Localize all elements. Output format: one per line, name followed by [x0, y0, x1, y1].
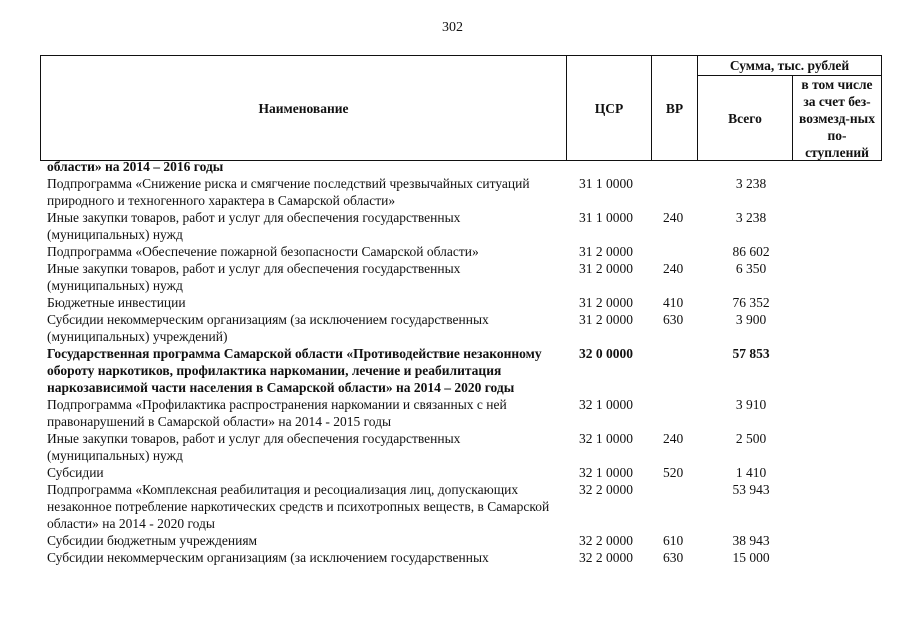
- row-csr: 32 1 0000: [579, 397, 633, 412]
- row-csr: 32 2 0000: [579, 482, 633, 497]
- table-row: [47, 209, 887, 243]
- row-csr: 31 2 0000: [579, 261, 633, 276]
- row-csr: 32 2 0000: [579, 533, 633, 548]
- row-csr: 31 1 0000: [579, 210, 633, 225]
- row-vr: 240: [663, 431, 684, 446]
- row-name: Государственная программа Самарской области «Противодействие незаконному обороту наркотиков, профилактика наркомании, лечение и реабилитация наркозависимой части населения в Самарской области» на 2014 – 2020 годы: [47, 346, 542, 395]
- row-vr: 240: [663, 261, 684, 276]
- table-body: [47, 158, 887, 566]
- row-vr: 520: [663, 465, 684, 480]
- table-row: [47, 158, 887, 175]
- row-sum: 76 352: [732, 295, 770, 310]
- row-name: Субсидии бюджетным учреждениям: [47, 533, 258, 548]
- row-name: Субсидии некоммерческим организациям (за исключением государственных: [47, 550, 489, 565]
- row-vr: 610: [663, 533, 684, 548]
- row-sum: 38 943: [732, 533, 770, 548]
- row-sum: 6 350: [735, 261, 767, 276]
- row-csr: 31 2 0000: [579, 295, 633, 310]
- table-row: [47, 311, 887, 345]
- header-total: Всего: [697, 75, 792, 161]
- row-name: Подпрограмма «Обеспечение пожарной безопасности Самарской области»: [47, 244, 479, 259]
- row-name: Иные закупки товаров, работ и услуг для обеспечения государственных (муниципальных) нужд: [47, 210, 461, 242]
- row-sum: 1 410: [735, 465, 767, 480]
- row-sum: 86 602: [732, 244, 770, 259]
- table-row: [47, 532, 887, 549]
- row-name: Бюджетные инвестиции: [47, 295, 186, 310]
- row-name: области» на 2014 – 2016 годы: [47, 159, 224, 174]
- row-name: Иные закупки товаров, работ и услуг для обеспечения государственных (муниципальных) нужд: [47, 261, 461, 293]
- row-csr: 31 2 0000: [579, 312, 633, 327]
- header-csr: ЦСР: [566, 55, 651, 161]
- table-row: [47, 243, 887, 260]
- row-csr: 32 1 0000: [579, 431, 633, 446]
- row-sum: 3 910: [735, 397, 767, 412]
- row-name: Подпрограмма «Комплексная реабилитация и ресоциализация лиц, допускающих незаконное потребление наркотических средств и психотропных веществ, в Самарской области» на 2014 - 2020 годы: [47, 482, 550, 531]
- row-sum: 2 500: [735, 431, 767, 446]
- row-vr: 410: [663, 295, 684, 310]
- row-vr: 630: [663, 312, 684, 327]
- table-row: [47, 294, 887, 311]
- table-row: [47, 345, 887, 396]
- row-csr: 31 2 0000: [579, 244, 633, 259]
- page-number: 302: [442, 20, 463, 35]
- row-name: Субсидии: [47, 465, 104, 480]
- row-csr: 31 1 0000: [579, 176, 633, 191]
- row-vr: 240: [663, 210, 684, 225]
- row-sum: 3 900: [735, 312, 767, 327]
- table-header: [40, 55, 882, 161]
- row-sum: 3 238: [735, 176, 767, 191]
- row-name: Подпрограмма «Профилактика распространения наркомании и связанных с ней правонарушений в Самарской области» на 2014 - 2015 годы: [47, 397, 507, 429]
- table-row: [47, 549, 887, 566]
- header-incl: в том числе за счет без-возмезд-ных по-ступлений: [792, 75, 882, 161]
- row-vr: 630: [663, 550, 684, 565]
- row-name: Субсидии некоммерческим организациям (за исключением государственных (муниципальных) учреждений): [47, 312, 489, 344]
- header-vr: ВР: [651, 55, 697, 161]
- row-sum: 53 943: [732, 482, 770, 497]
- row-sum: 15 000: [732, 550, 770, 565]
- table-row: [47, 175, 887, 209]
- table-row: [47, 464, 887, 481]
- row-sum: 57 853: [732, 346, 770, 361]
- table-row: [47, 396, 887, 430]
- header-sum-group: Сумма, тыс. рублей: [697, 55, 882, 75]
- row-csr: 32 0 0000: [579, 346, 633, 361]
- table-row: [47, 430, 887, 464]
- row-csr: 32 2 0000: [579, 550, 633, 565]
- header-name: Наименование: [40, 55, 566, 161]
- table-row: [47, 260, 887, 294]
- row-csr: 32 1 0000: [579, 465, 633, 480]
- row-name: Иные закупки товаров, работ и услуг для обеспечения государственных (муниципальных) нужд: [47, 431, 461, 463]
- table-row: [47, 481, 887, 532]
- row-sum: 3 238: [735, 210, 767, 225]
- row-name: Подпрограмма «Снижение риска и смягчение последствий чрезвычайных ситуаций природного и техногенного характера в Самарской области»: [47, 176, 530, 208]
